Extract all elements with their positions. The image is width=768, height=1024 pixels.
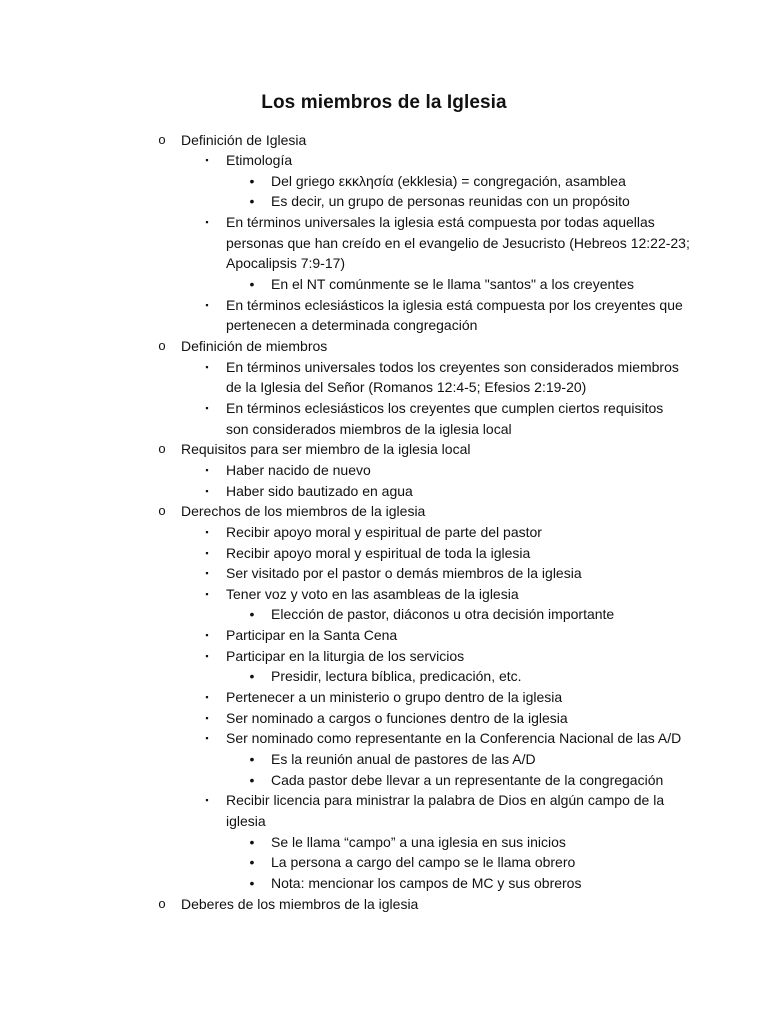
list-item-text: En términos eclesiásticos la iglesia está compuesta por los creyentes que bbox=[226, 296, 683, 313]
list-bullet-level-2: • bbox=[249, 833, 255, 850]
list-bullet-level-1: ▪ bbox=[205, 712, 209, 723]
list-item-text: Ser nominado a cargos o funciones dentro de la iglesia bbox=[226, 709, 568, 726]
list-bullet-level-1: ▪ bbox=[205, 361, 209, 372]
list-bullet-level-1: ▪ bbox=[205, 155, 209, 166]
list-bullet-level-1: ▪ bbox=[205, 650, 209, 661]
list-bullet-level-1: ▪ bbox=[205, 402, 209, 413]
list-bullet-level-2: • bbox=[249, 874, 255, 891]
list-item-text: Definición de miembros bbox=[181, 338, 328, 354]
list-item-text: La persona a cargo del campo se le llama obrero bbox=[271, 854, 576, 871]
list-item-text: Recibir licencia para ministrar la palabra de Dios en algún campo de la bbox=[226, 792, 665, 809]
list-bullet-level-2: • bbox=[249, 606, 255, 623]
list-item-text: iglesia bbox=[226, 812, 266, 829]
list-item-text: Requisitos para ser miembro de la iglesia local bbox=[181, 441, 471, 458]
list-item-text: Pertenecer a un ministerio o grupo dentro de la iglesia bbox=[226, 689, 563, 706]
list-bullet-level-1: ▪ bbox=[205, 547, 209, 558]
document-title-text: Los miembros de la Iglesia bbox=[261, 92, 507, 113]
list-bullet-level-1: ▪ bbox=[205, 299, 209, 310]
list-item-text: En términos eclesiásticos los creyentes que cumplen ciertos requisitos bbox=[226, 399, 664, 416]
list-item-text: pertenecen a determinada congregación bbox=[226, 317, 478, 334]
list-item-text: Apocalipsis 7:9-17) bbox=[226, 255, 346, 272]
list-item-text: de la Iglesia del Señor (Romanos 12:4-5; Efesios 2:19-20) bbox=[226, 379, 587, 396]
list-item-text: Etimología bbox=[226, 152, 293, 169]
list-item-text: Del griego εκκλησία (ekklesia) = congregación, asamblea bbox=[271, 172, 626, 189]
list-item-text: Definición de Iglesia bbox=[181, 131, 307, 148]
list-item-text: Participar en la Santa Cena bbox=[226, 627, 398, 644]
list-item-text: Elección de pastor, diáconos u otra decisión importante bbox=[271, 606, 615, 623]
list-item-text: personas que han creído en el evangelio de Jesucristo (Hebreos 12:22-23; bbox=[226, 234, 690, 251]
list-bullet-level-1: ▪ bbox=[205, 692, 209, 703]
list-bullet-level-1: ▪ bbox=[205, 588, 209, 599]
list-item-text: son considerados miembros de la iglesia local bbox=[226, 420, 512, 437]
list-bullet-level-0: o bbox=[158, 441, 166, 457]
list-bullet-level-1: ▪ bbox=[205, 485, 209, 496]
list-bullet-level-2: • bbox=[249, 751, 255, 767]
list-item-text: En el NT comúnmente se le llama "santos" a los creyentes bbox=[271, 276, 634, 293]
list-item-text: En términos universales todos los creyentes son considerados miembros bbox=[226, 358, 679, 375]
list-item-text: Cada pastor debe llevar a un representante de la congregación bbox=[271, 771, 664, 788]
list-bullet-level-1: ▪ bbox=[205, 568, 209, 579]
list-bullet-level-2: • bbox=[249, 276, 255, 293]
list-bullet-level-1: ▪ bbox=[205, 795, 209, 806]
list-bullet-level-0: o bbox=[158, 895, 166, 911]
list-item-text: Ser nominado como representante en la Conferencia Nacional de las A/D bbox=[226, 730, 682, 747]
list-item-text: Es la reunión anual de pastores de las A/D bbox=[271, 751, 536, 767]
document-title bbox=[0, 92, 768, 114]
list-item-text: Deberes de los miembros de la iglesia bbox=[181, 895, 419, 912]
list-bullet-level-2: • bbox=[249, 668, 255, 685]
list-bullet-level-2: • bbox=[249, 771, 255, 788]
list-bullet-level-0: o bbox=[158, 338, 166, 353]
list-item-text: Participar en la liturgia de los servicios bbox=[226, 647, 465, 664]
list-bullet-level-2: • bbox=[249, 193, 255, 210]
list-item-text: Derechos de los miembros de la iglesia bbox=[181, 503, 426, 520]
list-bullet-level-1: ▪ bbox=[205, 733, 209, 744]
list-bullet-level-1: ▪ bbox=[205, 464, 209, 475]
list-item-text: Es decir, un grupo de personas reunidas con un propósito bbox=[271, 193, 630, 210]
list-bullet-level-1: ▪ bbox=[205, 217, 209, 228]
list-item-text: En términos universales la iglesia está compuesta por todas aquellas bbox=[226, 214, 655, 231]
list-item-text: Tener voz y voto en las asambleas de la iglesia bbox=[226, 585, 519, 602]
list-item-text: Recibir apoyo moral y espiritual de parte del pastor bbox=[226, 523, 542, 540]
list-bullet-level-1: ▪ bbox=[205, 630, 209, 641]
list-item-text: Haber nacido de nuevo bbox=[226, 461, 371, 478]
list-bullet-level-2: • bbox=[249, 172, 255, 189]
list-bullet-level-0: o bbox=[158, 131, 166, 147]
list-bullet-level-0: o bbox=[158, 503, 166, 519]
list-item-text: Presidir, lectura bíblica, predicación, etc. bbox=[271, 668, 522, 685]
list-item-text: Recibir apoyo moral y espiritual de toda la iglesia bbox=[226, 544, 531, 561]
list-item-text: Ser visitado por el pastor o demás miembros de la iglesia bbox=[226, 565, 582, 582]
list-item-text: Haber sido bautizado en agua bbox=[226, 482, 413, 499]
list-bullet-level-1: ▪ bbox=[205, 526, 209, 537]
list-item-text: Nota: mencionar los campos de MC y sus obreros bbox=[271, 874, 582, 891]
list-bullet-level-2: • bbox=[249, 854, 255, 871]
list-item-text: Se le llama “campo” a una iglesia en sus inicios bbox=[271, 833, 566, 850]
